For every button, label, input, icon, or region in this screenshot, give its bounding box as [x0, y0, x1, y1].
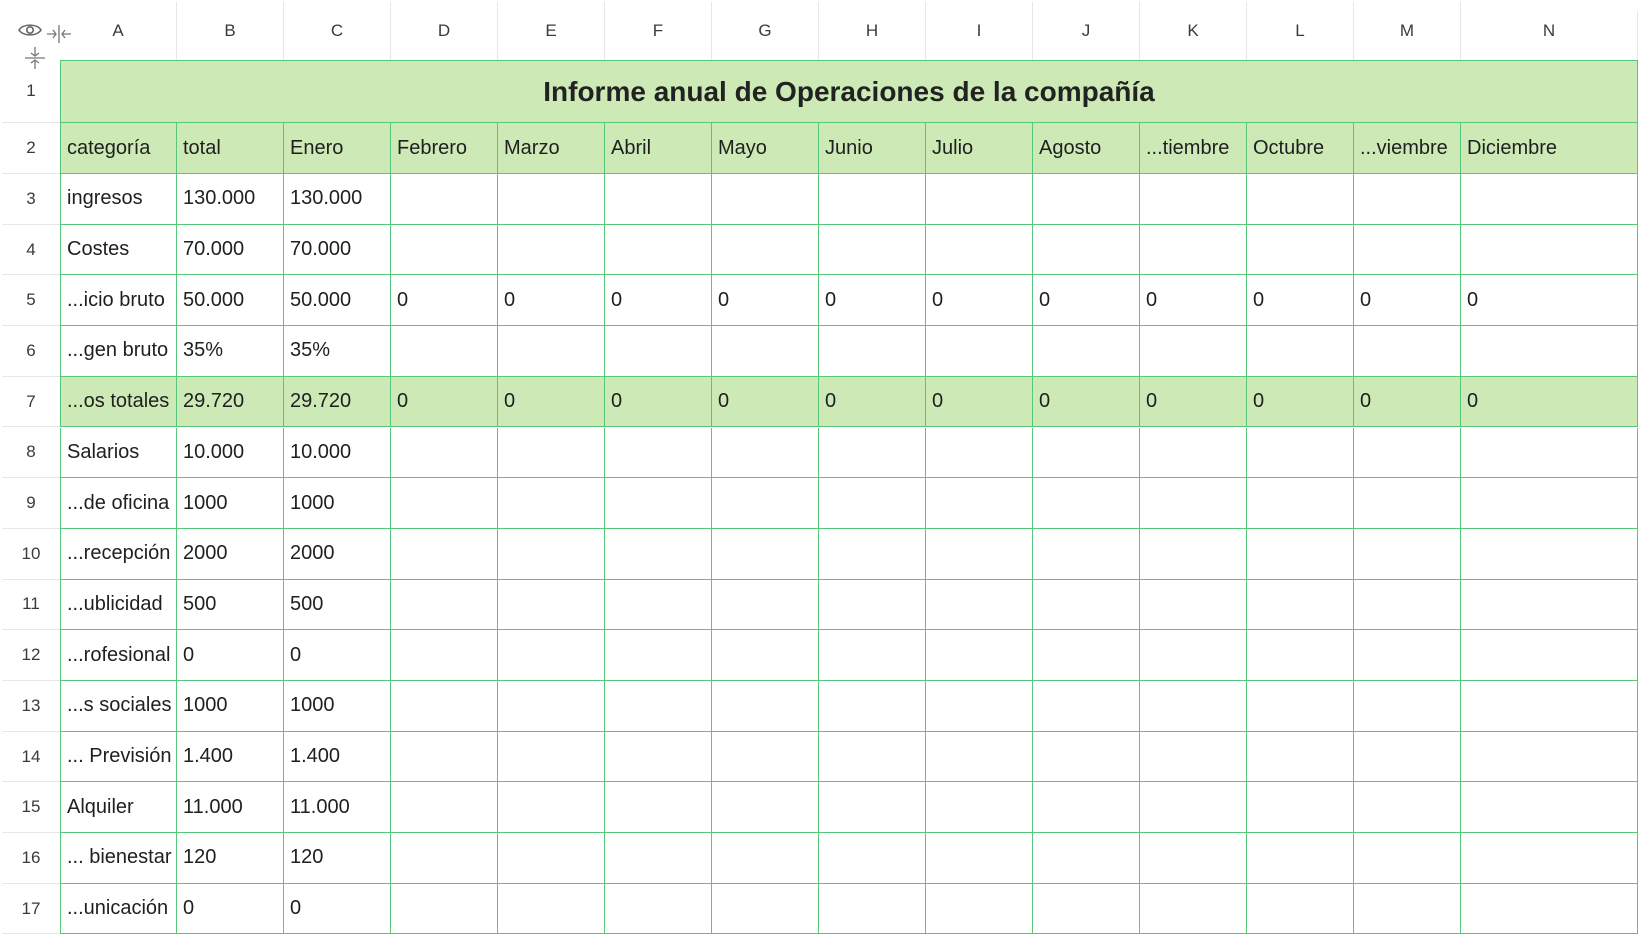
table-cell[interactable] [605, 782, 712, 833]
table-cell[interactable]: 0 [177, 884, 284, 935]
table-cell[interactable] [1461, 225, 1638, 276]
table-cell[interactable] [1247, 732, 1354, 783]
table-cell[interactable] [819, 580, 926, 631]
table-cell[interactable]: 0 [819, 377, 926, 428]
table-cell[interactable] [1354, 884, 1461, 935]
table-cell[interactable] [1140, 174, 1247, 225]
table-cell[interactable]: 1.400 [284, 732, 391, 783]
header-corner [2, 2, 60, 60]
table-cell[interactable] [1461, 782, 1638, 833]
table-cell[interactable] [1461, 884, 1638, 935]
table-cell[interactable] [1354, 326, 1461, 377]
table-cell[interactable]: 130.000 [177, 174, 284, 225]
table-cell[interactable] [605, 681, 712, 732]
table-cell[interactable] [1354, 782, 1461, 833]
table-cell[interactable]: 0 [1354, 377, 1461, 428]
column-header-d[interactable]: D [391, 2, 498, 60]
row-header-4[interactable]: 4 [2, 225, 60, 276]
table-cell[interactable] [605, 428, 712, 479]
header-cell[interactable]: Julio [926, 123, 1033, 174]
table-cell[interactable] [712, 428, 819, 479]
table-cell[interactable]: Salarios [60, 428, 177, 479]
table-cell[interactable] [1033, 681, 1140, 732]
table-cell[interactable] [712, 833, 819, 884]
header-cell[interactable]: Enero [284, 123, 391, 174]
table-cell[interactable] [1247, 580, 1354, 631]
table-cell[interactable] [1033, 529, 1140, 580]
table-cell[interactable] [926, 833, 1033, 884]
table-cell[interactable] [819, 681, 926, 732]
table-cell[interactable] [712, 782, 819, 833]
table-cell[interactable]: 0 [1461, 275, 1638, 326]
table-cell[interactable]: 0 [284, 630, 391, 681]
table-cell[interactable]: 0 [1247, 377, 1354, 428]
table-cell[interactable] [1140, 478, 1247, 529]
row-header-12[interactable]: 12 [2, 630, 60, 681]
row-header-9[interactable]: 9 [2, 478, 60, 529]
table-cell[interactable] [605, 884, 712, 935]
table-cell[interactable]: 0 [926, 377, 1033, 428]
column-header-a[interactable]: A [60, 2, 177, 60]
table-cell[interactable]: 0 [284, 884, 391, 935]
table-cell[interactable] [712, 529, 819, 580]
header-cell[interactable]: Abril [605, 123, 712, 174]
table-cell[interactable] [926, 428, 1033, 479]
table-cell[interactable] [926, 580, 1033, 631]
table-cell[interactable] [1461, 529, 1638, 580]
table-cell[interactable] [391, 174, 498, 225]
table-cell[interactable] [712, 732, 819, 783]
table-cell[interactable] [498, 580, 605, 631]
table-cell[interactable] [1140, 782, 1247, 833]
row-header-10[interactable]: 10 [2, 529, 60, 580]
table-cell[interactable] [712, 630, 819, 681]
row-header-2[interactable]: 2 [2, 123, 60, 174]
table-cell[interactable] [1140, 529, 1247, 580]
table-cell[interactable] [391, 732, 498, 783]
row-header-1[interactable]: 1 [2, 60, 60, 123]
table-cell[interactable] [1247, 225, 1354, 276]
row-header-16[interactable]: 16 [2, 833, 60, 884]
header-cell[interactable]: Mayo [712, 123, 819, 174]
table-cell[interactable] [1354, 580, 1461, 631]
table-cell[interactable]: 35% [284, 326, 391, 377]
column-header-l[interactable]: L [1247, 2, 1354, 60]
table-cell[interactable]: ...recepción [60, 529, 177, 580]
table-cell[interactable] [819, 428, 926, 479]
table-cell[interactable]: 1000 [177, 681, 284, 732]
column-header-c[interactable]: C [284, 2, 391, 60]
eye-icon[interactable] [18, 22, 42, 43]
table-cell[interactable] [498, 630, 605, 681]
table-cell[interactable]: 2000 [177, 529, 284, 580]
table-cell[interactable] [498, 478, 605, 529]
table-cell[interactable] [1247, 326, 1354, 377]
table-cell[interactable] [605, 732, 712, 783]
table-cell[interactable] [605, 580, 712, 631]
table-cell[interactable] [1247, 681, 1354, 732]
column-header-m[interactable]: M [1354, 2, 1461, 60]
table-cell[interactable] [605, 630, 712, 681]
table-cell[interactable] [819, 630, 926, 681]
table-cell[interactable] [819, 174, 926, 225]
column-header-f[interactable]: F [605, 2, 712, 60]
table-cell[interactable]: ...rofesional [60, 630, 177, 681]
column-header-g[interactable]: G [712, 2, 819, 60]
table-cell[interactable] [391, 225, 498, 276]
table-cell[interactable] [1461, 833, 1638, 884]
table-cell[interactable]: 70.000 [177, 225, 284, 276]
table-cell[interactable] [1140, 732, 1247, 783]
row-header-11[interactable]: 11 [2, 580, 60, 631]
table-cell[interactable] [1033, 630, 1140, 681]
table-cell[interactable] [712, 681, 819, 732]
table-cell[interactable] [1354, 174, 1461, 225]
table-cell[interactable]: 500 [284, 580, 391, 631]
table-cell[interactable] [1033, 478, 1140, 529]
table-cell[interactable] [1033, 326, 1140, 377]
table-cell[interactable] [605, 478, 712, 529]
table-cell[interactable] [819, 884, 926, 935]
column-header-b[interactable]: B [177, 2, 284, 60]
table-cell[interactable] [819, 782, 926, 833]
table-cell[interactable]: 0 [712, 275, 819, 326]
table-cell[interactable] [926, 529, 1033, 580]
table-cell[interactable]: 500 [177, 580, 284, 631]
table-cell[interactable]: 120 [177, 833, 284, 884]
table-cell[interactable] [1354, 681, 1461, 732]
table-cell[interactable]: 10.000 [177, 428, 284, 479]
header-cell[interactable]: Agosto [1033, 123, 1140, 174]
table-cell[interactable] [1140, 225, 1247, 276]
table-cell[interactable] [1033, 428, 1140, 479]
table-cell[interactable] [1033, 174, 1140, 225]
table-cell[interactable] [498, 428, 605, 479]
table-cell[interactable] [926, 782, 1033, 833]
table-cell[interactable] [498, 681, 605, 732]
table-cell[interactable]: Alquiler [60, 782, 177, 833]
table-cell[interactable] [498, 174, 605, 225]
table-cell[interactable] [1354, 225, 1461, 276]
header-cell[interactable]: ...viembre [1354, 123, 1461, 174]
table-cell[interactable] [1033, 732, 1140, 783]
table-cell[interactable] [1354, 732, 1461, 783]
table-cell[interactable] [391, 428, 498, 479]
table-cell[interactable] [1354, 630, 1461, 681]
row-header-17[interactable]: 17 [2, 884, 60, 935]
table-cell[interactable]: 0 [391, 275, 498, 326]
table-cell[interactable]: ... bienestar [60, 833, 177, 884]
table-cell[interactable] [605, 225, 712, 276]
table-cell[interactable] [1033, 782, 1140, 833]
table-cell[interactable]: ingresos [60, 174, 177, 225]
table-cell[interactable] [819, 326, 926, 377]
table-cell[interactable] [605, 174, 712, 225]
table-cell[interactable] [1033, 225, 1140, 276]
table-cell[interactable]: ...icio bruto [60, 275, 177, 326]
table-cell[interactable] [712, 326, 819, 377]
table-cell[interactable] [391, 884, 498, 935]
table-cell[interactable]: 70.000 [284, 225, 391, 276]
header-cell[interactable]: Febrero [391, 123, 498, 174]
table-cell[interactable]: 0 [1140, 377, 1247, 428]
table-cell[interactable]: 1000 [284, 478, 391, 529]
table-cell[interactable] [1461, 732, 1638, 783]
table-cell[interactable]: 0 [177, 630, 284, 681]
table-cell[interactable] [1247, 529, 1354, 580]
table-cell[interactable] [391, 782, 498, 833]
table-cell[interactable] [926, 630, 1033, 681]
row-header-3[interactable]: 3 [2, 174, 60, 225]
table-cell[interactable] [926, 225, 1033, 276]
row-header-15[interactable]: 15 [2, 782, 60, 833]
header-cell[interactable]: Marzo [498, 123, 605, 174]
table-cell[interactable]: 130.000 [284, 174, 391, 225]
table-cell[interactable] [1247, 174, 1354, 225]
table-cell[interactable]: ...os totales [60, 377, 177, 428]
column-header-n[interactable]: N [1461, 2, 1638, 60]
table-cell[interactable] [498, 326, 605, 377]
table-cell[interactable] [1354, 833, 1461, 884]
table-cell[interactable] [1461, 630, 1638, 681]
table-cell[interactable] [1033, 580, 1140, 631]
table-cell[interactable]: 0 [605, 275, 712, 326]
table-cell[interactable] [1247, 884, 1354, 935]
table-cell[interactable]: 50.000 [284, 275, 391, 326]
header-cell[interactable]: Diciembre [1461, 123, 1638, 174]
row-header-13[interactable]: 13 [2, 681, 60, 732]
table-cell[interactable] [1140, 326, 1247, 377]
row-header-7[interactable]: 7 [2, 377, 60, 428]
table-cell[interactable]: 29.720 [284, 377, 391, 428]
table-cell[interactable] [1140, 580, 1247, 631]
header-cell[interactable]: Junio [819, 123, 926, 174]
table-cell[interactable]: 0 [605, 377, 712, 428]
spreadsheet-window [2, 2, 1638, 950]
table-cell[interactable] [1354, 428, 1461, 479]
table-cell[interactable] [1140, 681, 1247, 732]
row-header-8[interactable]: 8 [2, 428, 60, 479]
header-cell[interactable]: categoría [60, 123, 177, 174]
table-cell[interactable]: 0 [926, 275, 1033, 326]
table-cell[interactable]: ...de oficina [60, 478, 177, 529]
table-cell[interactable]: 10.000 [284, 428, 391, 479]
header-cell[interactable]: total [177, 123, 284, 174]
header-cell[interactable]: Octubre [1247, 123, 1354, 174]
table-cell[interactable] [1140, 630, 1247, 681]
table-cell[interactable] [1247, 428, 1354, 479]
table-cell[interactable] [1247, 782, 1354, 833]
table-cell[interactable] [498, 782, 605, 833]
table-cell[interactable] [391, 630, 498, 681]
table-cell[interactable] [926, 174, 1033, 225]
table-cell[interactable] [819, 529, 926, 580]
table-cell[interactable]: ...unicación [60, 884, 177, 935]
table-cell[interactable]: 0 [498, 275, 605, 326]
table-cell[interactable] [1140, 884, 1247, 935]
table-cell[interactable]: Costes [60, 225, 177, 276]
table-cell[interactable] [1033, 884, 1140, 935]
table-cell[interactable] [926, 326, 1033, 377]
column-header-i[interactable]: I [926, 2, 1033, 60]
table-cell[interactable] [1033, 833, 1140, 884]
table-cell[interactable]: 0 [1140, 275, 1247, 326]
table-cell[interactable] [712, 225, 819, 276]
table-cell[interactable]: 1.400 [177, 732, 284, 783]
table-cell[interactable] [819, 833, 926, 884]
column-header-h[interactable]: H [819, 2, 926, 60]
table-cell[interactable] [605, 529, 712, 580]
table-cell[interactable] [1140, 833, 1247, 884]
table-cell[interactable]: ... Previsión [60, 732, 177, 783]
table-cell[interactable]: 0 [391, 377, 498, 428]
table-cell[interactable]: 0 [498, 377, 605, 428]
table-cell[interactable] [1354, 529, 1461, 580]
table-cell[interactable] [391, 529, 498, 580]
table-cell[interactable] [391, 326, 498, 377]
table-cell[interactable] [605, 833, 712, 884]
table-cell[interactable] [819, 225, 926, 276]
table-cell[interactable] [712, 580, 819, 631]
table-cell[interactable] [498, 529, 605, 580]
table-cell[interactable]: 11.000 [284, 782, 391, 833]
table-cell[interactable] [1140, 428, 1247, 479]
table-cell[interactable] [391, 681, 498, 732]
table-cell[interactable]: 29.720 [177, 377, 284, 428]
table-cell[interactable] [926, 884, 1033, 935]
table-cell[interactable]: 35% [177, 326, 284, 377]
table-cell[interactable] [391, 833, 498, 884]
column-header-e[interactable]: E [498, 2, 605, 60]
table-cell[interactable]: 11.000 [177, 782, 284, 833]
table-cell[interactable] [1461, 580, 1638, 631]
table-cell[interactable] [1354, 478, 1461, 529]
table-cell[interactable]: 0 [1354, 275, 1461, 326]
table-cell[interactable] [605, 326, 712, 377]
column-header-k[interactable]: K [1140, 2, 1247, 60]
table-cell[interactable] [1461, 478, 1638, 529]
table-cell[interactable] [498, 884, 605, 935]
table-cell[interactable]: 0 [712, 377, 819, 428]
table-cell[interactable]: ...ublicidad [60, 580, 177, 631]
table-cell[interactable] [391, 580, 498, 631]
table-cell[interactable] [926, 732, 1033, 783]
table-cell[interactable]: 1000 [284, 681, 391, 732]
table-cell[interactable] [498, 833, 605, 884]
table-cell[interactable] [1247, 478, 1354, 529]
table-cell[interactable] [1461, 681, 1638, 732]
table-cell[interactable]: 50.000 [177, 275, 284, 326]
table-cell[interactable] [498, 732, 605, 783]
table-cell[interactable] [926, 478, 1033, 529]
table-cell[interactable] [1247, 833, 1354, 884]
table-cell[interactable] [712, 884, 819, 935]
table-cell[interactable]: ...gen bruto [60, 326, 177, 377]
table-cell[interactable] [1461, 174, 1638, 225]
table-cell[interactable]: 0 [1247, 275, 1354, 326]
table-cell[interactable]: 2000 [284, 529, 391, 580]
table-cell[interactable] [819, 478, 926, 529]
table-cell[interactable]: 1000 [177, 478, 284, 529]
table-cell[interactable]: ...s sociales [60, 681, 177, 732]
table-cell[interactable]: 0 [1033, 377, 1140, 428]
table-cell[interactable] [712, 174, 819, 225]
row-header-14[interactable]: 14 [2, 732, 60, 783]
table-cell[interactable] [1247, 630, 1354, 681]
header-cell[interactable]: ...tiembre [1140, 123, 1247, 174]
table-cell[interactable]: 0 [819, 275, 926, 326]
table-cell[interactable] [1461, 428, 1638, 479]
table-cell[interactable] [391, 478, 498, 529]
row-header-6[interactable]: 6 [2, 326, 60, 377]
table-cell[interactable] [498, 225, 605, 276]
table-cell[interactable] [926, 681, 1033, 732]
table-cell[interactable] [819, 732, 926, 783]
column-header-j[interactable]: J [1033, 2, 1140, 60]
row-header-5[interactable]: 5 [2, 275, 60, 326]
sheet-title[interactable]: Informe anual de Operaciones de la compañía [60, 60, 1638, 123]
table-cell[interactable]: 0 [1461, 377, 1638, 428]
table-cell[interactable] [712, 478, 819, 529]
table-cell[interactable]: 0 [1033, 275, 1140, 326]
table-cell[interactable] [1461, 326, 1638, 377]
table-cell[interactable]: 120 [284, 833, 391, 884]
